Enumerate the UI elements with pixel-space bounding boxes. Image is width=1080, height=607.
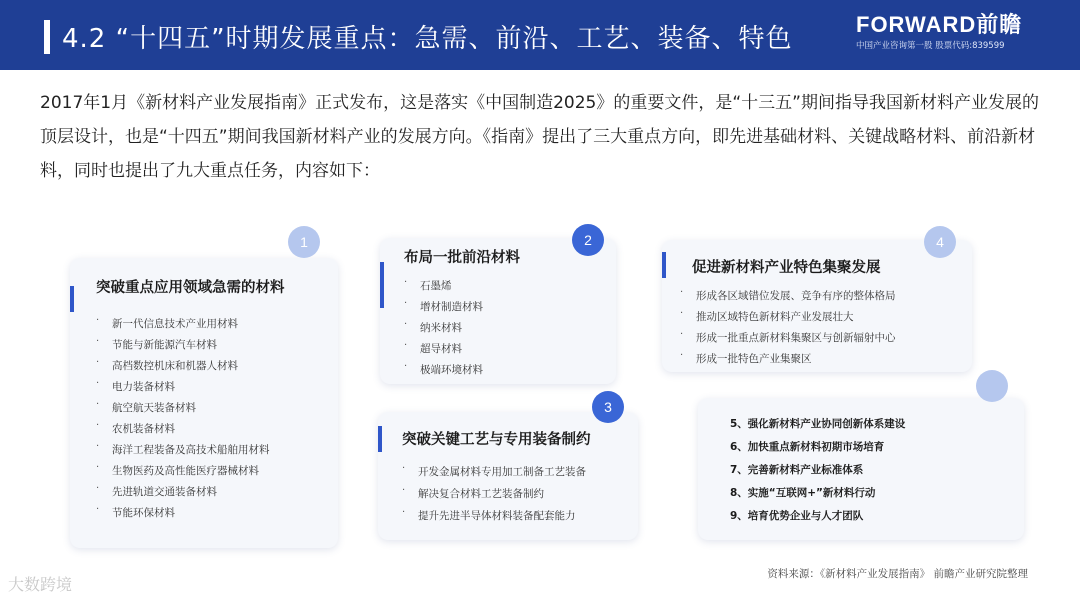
card-accent	[378, 426, 382, 452]
list-item: · 超导材料	[404, 340, 462, 355]
task-card-1	[70, 258, 338, 548]
list-item: · 生物医药及高性能医疗器械材料	[96, 462, 259, 477]
card-list	[96, 316, 270, 526]
task-card-2	[380, 238, 616, 384]
list-item: · 高档数控机床和机器人材料	[96, 357, 238, 372]
card-list	[404, 278, 483, 383]
bullet-icon: ·	[404, 298, 408, 309]
bullet-icon: ·	[96, 462, 100, 473]
forward-logo	[856, 14, 1036, 51]
bullet-icon: ·	[404, 340, 408, 351]
list-item: · 形成一批特色产业集聚区	[680, 350, 812, 365]
list-item: 9、培育优势企业与人才团队	[730, 510, 864, 522]
card-list	[730, 416, 905, 531]
list-item: · 解决复合材料工艺装备制约	[402, 485, 544, 500]
header-banner	[0, 0, 1080, 70]
list-item: · 石墨烯	[404, 277, 452, 292]
list-item: · 极端环境材料	[404, 361, 483, 376]
list-item: · 提升先进半导体材料装备配套能力	[402, 507, 576, 522]
bullet-icon: ·	[96, 399, 100, 410]
task-card-3	[378, 412, 638, 540]
list-item: · 形成各区域错位发展、竞争有序的整体格局	[680, 287, 896, 302]
list-item: · 电力装备材料	[96, 378, 175, 393]
bullet-icon: ·	[402, 507, 406, 518]
bullet-icon: ·	[404, 319, 408, 330]
list-item: · 节能与新能源汽车材料	[96, 336, 217, 351]
card-title: 促进新材料产业特色集聚发展	[692, 260, 881, 276]
list-item: 8、实施“互联网+”新材料行动	[730, 487, 876, 499]
list-item: · 纳米材料	[404, 319, 462, 334]
card-accent	[662, 252, 666, 278]
list-item: 5、强化新材料产业协同创新体系建设	[730, 418, 906, 430]
card-list	[680, 288, 896, 372]
list-item: · 形成一批重点新材料集聚区与创新辐射中心	[680, 329, 896, 344]
logo-subtitle: 中国产业咨询第一股 股票代码:839599	[856, 41, 1005, 51]
bullet-icon: ·	[680, 308, 684, 319]
card-title: 突破关键工艺与专用装备制约	[402, 432, 591, 448]
bullet-icon: ·	[404, 361, 408, 372]
badge-5-9	[976, 370, 1008, 402]
number-badge-2: 2	[572, 224, 604, 256]
task-card-4	[662, 240, 972, 372]
bullet-icon: ·	[402, 485, 406, 496]
number-badge-4: 4	[924, 226, 956, 258]
bullet-icon: ·	[404, 277, 408, 288]
list-item: · 农机装备材料	[96, 420, 175, 435]
page-title: 4.2 “十四五”时期发展重点：急需、前沿、工艺、装备、特色	[62, 24, 793, 54]
card-accent	[380, 262, 384, 308]
bullet-icon: ·	[96, 504, 100, 515]
number-badge-1: 1	[288, 226, 320, 258]
bullet-icon: ·	[680, 350, 684, 361]
list-item: · 节能环保材料	[96, 504, 175, 519]
list-item: · 增材制造材料	[404, 298, 483, 313]
source-note: 资料来源：《新材料产业发展指南》 前瞻产业研究院整理	[767, 568, 1028, 580]
bullet-icon: ·	[96, 357, 100, 368]
card-accent	[70, 286, 74, 312]
intro-paragraph: 2017年1月《新材料产业发展指南》正式发布，这是落实《中国制造2025》的重要文件，是“十三五”期间指导我国新材料产业发展的顶层设计，也是“十四五”期间我国新材料产业的发展方向。《指南》提出了三大重点方向，即先进基础材料、关键战略材料、前沿新材料，同时也提出了九大重点任务，内容如下：	[40, 93, 1039, 181]
bullet-icon: ·	[96, 336, 100, 347]
bullet-icon: ·	[96, 441, 100, 452]
list-item: · 推动区域特色新材料产业发展壮大	[680, 308, 854, 323]
card-title: 突破重点应用领域急需的材料	[96, 280, 285, 296]
list-item: · 新一代信息技术产业用材料	[96, 315, 238, 330]
bullet-icon: ·	[96, 483, 100, 494]
bullet-icon: ·	[680, 329, 684, 340]
watermark-text: 大数跨境	[8, 575, 73, 594]
title-marker	[44, 20, 50, 54]
card-title: 布局一批前沿材料	[404, 250, 520, 266]
bullet-icon: ·	[96, 315, 100, 326]
list-item: · 海洋工程装备及高技术船舶用材料	[96, 441, 270, 456]
bullet-icon: ·	[96, 420, 100, 431]
logo-brand: FORWARD前瞻	[856, 12, 1023, 37]
number-badge-3: 3	[592, 391, 624, 423]
list-item: 6、加快重点新材料初期市场培育	[730, 441, 885, 453]
list-item: · 开发金属材料专用加工制备工艺装备	[402, 463, 586, 478]
bullet-icon: ·	[96, 378, 100, 389]
task-card-5-9	[698, 398, 1024, 540]
card-list	[402, 464, 586, 530]
list-item: 7、完善新材料产业标准体系	[730, 464, 864, 476]
list-item: · 航空航天装备材料	[96, 399, 196, 414]
bullet-icon: ·	[680, 287, 684, 298]
list-item: · 先进轨道交通装备材料	[96, 483, 217, 498]
bullet-icon: ·	[402, 463, 406, 474]
